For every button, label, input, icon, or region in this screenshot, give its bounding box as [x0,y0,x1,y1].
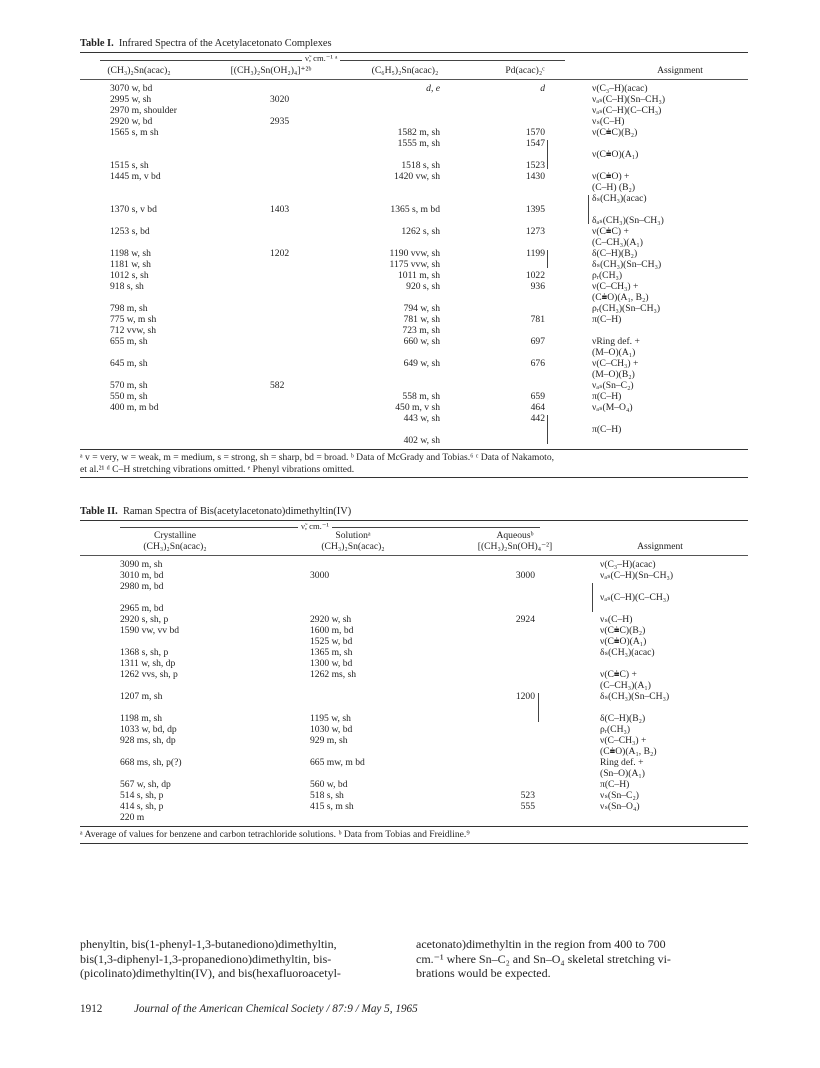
t1-row [80,237,748,248]
t1-row [80,402,748,413]
t1-cell-col3: 558 m, sh [402,391,440,402]
t2-row [80,801,748,812]
t2-cell-col1: 2920 s, sh, p [120,614,169,625]
t1-cell-col5: νₛ(C–H) [592,116,625,127]
body-right-line: brations would be expected. [416,966,551,980]
t2-cell-col4: νₐₛ(C–H)(C–CH₃) [600,592,670,603]
t2-row [80,735,748,746]
t2-cell-col2: 560 w, bd [310,779,348,790]
t1-cell-col5: νₐₛ(C–H)(Sn–CH₃) [592,94,666,105]
t1-cell-col3: 402 w, sh [403,435,440,446]
t2-cell-col2: 1365 m, sh [310,647,353,658]
t1-cell-col3: 1555 m, sh [397,138,440,149]
t1-cell-col4: 676 [530,358,545,369]
t2-cell-col4: (Sn–O)(A₁) [600,768,645,779]
t2-header-col3-l2: [(CH₃)₂Sn(OH)₄⁻²] [477,541,553,552]
t1-cell-col4: 1273 [525,226,545,237]
t1-row [80,83,748,94]
t1-header-col2: [(CH₃)₂Sn(OH₂)₄]⁺²ᵇ [230,65,312,76]
t1-cell-col3: 660 w, sh [403,336,440,347]
t2-cell-col2: 1195 w, sh [310,713,351,724]
t2-nu-span-label: ν̃, cm.⁻¹ [298,521,332,532]
t2-row [80,614,748,625]
t2-cell-col4: ν(C₃–H)(acac) [600,559,656,570]
t1-cell-col3: d, e [426,83,440,94]
t1-cell-col2: 1403 [270,204,290,215]
t1-row [80,215,748,226]
t2-row [80,724,748,735]
table-1-bottom-rule [80,449,748,450]
t2-header-col2-l1: Solutionᵃ [335,530,371,541]
t2-row [80,603,748,614]
t1-row [80,336,748,347]
t2-cell-col1: 220 m [120,812,145,823]
table-1-footnote-line1: ᵃ v = very, w = weak, m = medium, s = strong, sh = sharp, bd = broad. ᵇ Data of McGrady and Tobias.⁶ ᶜ Data of Nakamoto, [80,452,555,463]
t1-row [80,226,748,237]
t2-row [80,625,748,636]
t1-cell-col1: 1445 m, v bd [110,171,161,182]
t1-row [80,380,748,391]
table-2-title: Raman Spectra of Bis(acetylacetonato)dimethyltin(IV) [122,506,352,517]
t1-header-col4: Pd(acac)₂ᶜ [505,65,545,76]
t1-cell-col2: 582 [270,380,285,391]
t1-cell-col3: 1420 vw, sh [393,171,440,182]
table-1-footnote-line2: et al.²¹ ᵈ C–H stretching vibrations omitted. ᵉ Phenyl vibrations omitted. [80,463,355,475]
t1-cell-col3: 1582 m, sh [397,127,440,138]
t2-row [80,636,748,647]
t2-header-col2-l2: (CH₃)₂Sn(acac)₂ [321,541,385,552]
t2-cell-col2: 415 s, m sh [310,801,354,812]
t1-row [80,358,748,369]
table-2-footnote: ᵃ Average of values for benzene and carbon tetrachloride solutions. ᵇ Data from Tobias and Freidline.⁹ [80,829,470,840]
t2-cell-col2: 665 mw, m bd [310,757,365,768]
t2-cell-col1: 1262 vvs, sh, p [120,669,178,680]
t2-row [80,658,748,669]
t1-cell-col3: 920 s, sh [406,281,440,292]
t2-cell-col4: δ(C–H)(B₂) [600,713,646,724]
t1-cell-col4: d [540,83,545,94]
t1-cell-col1: 570 m, sh [110,380,148,391]
t1-cell-col4: 781 [530,314,545,325]
t1-cell-col5: ν(C⩧O) + [592,171,630,182]
t2-cell-col3: 2924 [515,614,535,625]
t1-cell-col1: 2995 w, sh [110,94,152,105]
t2-cell-col3: 3000 [515,570,535,581]
t1-row [80,369,748,380]
t1-cell-col1: 2920 w, bd [110,116,153,127]
page-folio [80,1003,418,1015]
table-1-caption [80,38,748,49]
t1-cell-col3: 781 w, sh [403,314,440,325]
t1-cell-col1: 1370 s, v bd [110,204,157,215]
t1-cell-col1: 1181 w, sh [110,259,151,270]
t2-cell-col1: 3010 m, bd [120,570,164,581]
t2-cell-col1: 928 ms, sh, dp [120,735,176,746]
t2-cell-col4: νₐₛ(C–H)(Sn–CH₃) [600,570,674,581]
t1-row [80,105,748,116]
t1-row [80,303,748,314]
t1-row [80,435,748,446]
t2-header-col4: Assignment [637,541,683,552]
t2-cell-col4: Ring def. + [600,757,644,768]
body-left-line: phenyltin, bis(1-phenyl-1,3-butanediono)dimethyltin, [80,937,337,951]
body-left-column [80,937,400,981]
t1-cell-col1: 2970 m, shoulder [110,105,177,116]
t2-row [80,691,748,702]
t1-cell-col1: 775 w, m sh [110,314,157,325]
t1-row [80,171,748,182]
t2-cell-col4: ν(C–CH₃) + [600,735,647,746]
t1-cell-col5: ρᵣ(CH₃)(Sn–CH₃) [592,303,661,314]
body-left-line: bis(1,3-diphenyl-1,3-propanediono)dimethyltin, bis- [80,951,332,966]
table-2-label: Table II. [80,506,118,517]
t1-row [80,281,748,292]
t1-cell-col4: 464 [530,402,545,413]
t1-cell-col5: ν(C–CH₃) + [592,281,639,292]
t1-cell-col5: ρᵣ(CH₃) [592,270,623,281]
grouping-brace [592,583,593,612]
t1-row [80,325,748,336]
t1-header-col1: (CH₃)₂Sn(acac)₂ [107,65,171,76]
table-2-caption [80,506,748,517]
t1-row [80,270,748,281]
t1-cell-col3: 1190 vvw, sh [389,248,440,259]
t2-row [80,768,748,779]
t1-row [80,94,748,105]
table-2-bottom-rule [80,826,748,827]
t1-cell-col4: 1199 [526,248,545,259]
body-right-column [416,937,748,981]
t1-cell-col5: νₐₛ(C–H)(C–CH₃) [592,105,662,116]
t2-cell-col1: 1311 w, sh, dp [120,658,176,669]
t1-cell-col2: 3020 [270,94,290,105]
t1-cell-col5: νRing def. + [592,336,640,347]
t2-cell-col4: ν(C⩧C) + [600,669,637,680]
t1-header-col3: (C₆H₅)₂Sn(acac)₂ [371,65,439,76]
t1-cell-col5: δₛ(CH₃)(Sn–CH₃) [592,259,662,270]
t1-cell-col2: 2935 [270,116,290,127]
t2-cell-col2: 1300 w, bd [310,658,353,669]
t1-cell-col4: 936 [530,281,545,292]
t2-cell-col2: 1600 m, bd [310,625,354,636]
table-1-title: Infrared Spectra of the Acetylacetonato Complexes [118,38,332,49]
t2-cell-col4: (C–CH₃)(A₁) [600,680,651,691]
t2-row [80,581,748,592]
grouping-brace [547,250,548,268]
table-2-body [80,556,748,823]
t2-row [80,812,748,823]
t1-cell-col5: ν(C⩧C) + [592,226,629,237]
t1-cell-col1: 550 m, sh [110,391,148,402]
t2-cell-col3: 555 [520,801,535,812]
t2-cell-col4: ν(C⩧O)(A₁) [600,636,647,647]
t1-row [80,149,748,160]
t1-cell-col5: (M–O)(A₁) [592,347,636,358]
t1-cell-col4: 1547 [525,138,545,149]
t2-cell-col1: 1198 m, sh [120,713,163,724]
grouping-brace [538,693,539,722]
t2-cell-col2: 518 s, sh [310,790,344,801]
t1-cell-col5: (C–H) (B₂) [592,182,636,193]
t2-cell-col1: 1207 m, sh [120,691,163,702]
t1-cell-col5: δₛ(CH₃)(acac) [592,193,647,204]
grouping-brace [547,415,548,444]
body-left-line: (picolinato)dimethyltin(IV), and bis(hexafluoroacetyl- [80,966,341,980]
t2-cell-col4: π(C–H) [600,779,630,790]
t1-row [80,314,748,325]
t1-row [80,424,748,435]
page-number: 1912 [80,1003,103,1015]
t2-row [80,702,748,713]
table-1-body [80,80,748,446]
t1-cell-col4: 1570 [525,127,545,138]
t1-cell-col5: νₐₛ(Sn–C₂) [592,380,634,391]
t2-cell-col2: 3000 [310,570,330,581]
t2-cell-col4: δₛ(CH₃)(Sn–CH₃) [600,691,670,702]
t2-cell-col1: 514 s, sh, p [120,790,164,801]
t1-cell-col3: 450 m, v sh [395,402,440,413]
t1-cell-col1: 645 m, sh [110,358,148,369]
t1-cell-col5: π(C–H) [592,314,622,325]
t1-cell-col4: 1022 [525,270,545,281]
t1-cell-col1: 1012 s, sh [110,270,149,281]
t1-cell-col4: 659 [530,391,545,402]
t1-cell-col5: (M–O)(B₂) [592,369,635,380]
grouping-brace [547,140,548,169]
t2-cell-col3: 523 [520,790,535,801]
t1-cell-col2: 1202 [270,248,290,259]
grouping-brace [588,195,589,224]
table-1 [80,38,748,844]
t1-header-col5: Assignment [657,65,703,76]
t1-row [80,193,748,204]
t2-row [80,680,748,691]
t1-cell-col3: 1262 s, sh [401,226,440,237]
t1-cell-col5: ν(C₃–H)(acac) [592,83,648,94]
t2-cell-col1: 567 w, sh, dp [120,779,171,790]
t1-cell-col3: 794 w, sh [403,303,440,314]
t1-cell-col3: 1518 s, sh [401,160,440,171]
t1-cell-col5: ν(C–CH₃) + [592,358,639,369]
t1-cell-col1: 918 s, sh [110,281,144,292]
t2-row [80,746,748,757]
t1-cell-col4: 1523 [525,160,545,171]
t1-cell-col3: 443 w, sh [403,413,440,424]
t2-header-col3-l1: Aqueousᵇ [496,530,534,541]
t2-cell-col4: νₛ(Sn–O₄) [600,801,640,812]
t2-row [80,790,748,801]
t2-cell-col4: νₛ(Sn–C₂) [600,790,639,801]
t2-row [80,779,748,790]
t2-cell-col4: νₛ(C–H) [600,614,633,625]
t1-cell-col1: 798 m, sh [110,303,148,314]
t1-cell-col1: 655 m, sh [110,336,148,347]
t2-cell-col3: 1200 [515,691,535,702]
t1-cell-col5: (C⩧O)(A₁, B₂) [592,292,649,303]
t2-cell-col4: (C⩧O)(A₁, B₂) [600,746,657,757]
t2-row [80,559,748,570]
t2-cell-col1: 1590 vw, vv bd [120,625,180,636]
t2-row [80,669,748,680]
t2-cell-col1: 1033 w, bd, dp [120,724,177,735]
t2-row [80,592,748,603]
t1-cell-col1: 1565 s, m sh [110,127,159,138]
t2-cell-col2: 1262 ms, sh [310,669,357,680]
t1-row [80,391,748,402]
journal-citation: Journal of the American Chemical Society / 87:9 / May 5, 1965 [133,1003,418,1015]
t1-row [80,160,748,171]
t2-cell-col1: 668 ms, sh, p(?) [120,757,182,768]
body-right-line: cm.⁻¹ where Sn–C₂ and Sn–O₄ skeletal stretching vi- [416,951,671,966]
t2-cell-col1: 2965 m, bd [120,603,164,614]
t2-cell-col2: 1030 w, bd [310,724,353,735]
t1-cell-col3: 1011 m, sh [397,270,440,281]
t2-header-col1-l1: Crystalline [153,530,197,541]
t1-cell-col1: 712 vvw, sh [110,325,157,336]
table-2-header [80,521,748,555]
t1-cell-col4: 697 [530,336,545,347]
t1-cell-col3: 1175 vvw, sh [389,259,440,270]
t1-cell-col1: 1515 s, sh [110,160,149,171]
t1-cell-col5: δₐₛ(CH₃)(Sn–CH₃) [592,215,664,226]
t1-cell-col3: 1365 s, m bd [390,204,440,215]
t2-cell-col4: δₛ(CH₃)(acac) [600,647,655,658]
t2-row [80,570,748,581]
t1-cell-col4: 442 [530,413,545,424]
t1-row [80,204,748,215]
t1-cell-col5: ν(C⩧C)(B₂) [592,127,638,138]
t1-cell-col5: π(C–H) [592,391,622,402]
t1-cell-col3: 649 w, sh [403,358,440,369]
t1-row [80,127,748,138]
t2-row [80,647,748,658]
t1-cell-col3: 723 m, sh [402,325,440,336]
t2-cell-col2: 929 m, sh [310,735,348,746]
t2-cell-col4: ν(C⩧C)(B₂) [600,625,646,636]
t1-cell-col1: 3070 w, bd [110,83,153,94]
table-1-header [80,53,748,79]
t2-cell-col2: 1525 w, bd [310,636,353,647]
t1-cell-col5: π(C–H) [592,424,622,435]
t2-header-col1-l2: (CH₃)₂Sn(acac)₂ [143,541,207,552]
t1-row [80,347,748,358]
t2-row [80,713,748,724]
t2-row [80,757,748,768]
t1-cell-col4: 1395 [525,204,545,215]
t1-row [80,292,748,303]
t1-cell-col1: 1198 w, sh [110,248,151,259]
t1-row [80,138,748,149]
t2-cell-col2: 2920 w, sh [310,614,352,625]
t1-cell-col5: δ(C–H)(B₂) [592,248,638,259]
t2-cell-col4: ρᵣ(CH₃) [600,724,631,735]
t2-cell-col1: 2980 m, bd [120,581,164,592]
table-2-end-rule [80,843,748,844]
t2-cell-col1: 3090 m, sh [120,559,163,570]
t1-cell-col4: 1430 [525,171,545,182]
t2-cell-col1: 1368 s, sh, p [120,647,169,658]
t1-cell-col5: (C–CH₃)(A₁) [592,237,643,248]
t1-cell-col1: 1253 s, bd [110,226,150,237]
t1-cell-col1: 400 m, m bd [110,402,159,413]
table-1-label: Table I. [80,38,114,49]
t1-row [80,413,748,424]
t1-row [80,259,748,270]
t2-cell-col1: 414 s, sh, p [120,801,164,812]
t1-cell-col5: νₐₛ(M–O₄) [592,402,633,413]
nu-span-label: ν̃, cm.⁻¹ ᵃ [302,53,340,64]
t1-cell-col5: ν(C⩧O)(A₁) [592,149,639,160]
t1-row [80,116,748,127]
t1-row [80,182,748,193]
body-right-line: acetonato)dimethyltin in the region from 400 to 700 [416,937,666,951]
table-1-footnotes [80,452,748,475]
t1-row [80,248,748,259]
